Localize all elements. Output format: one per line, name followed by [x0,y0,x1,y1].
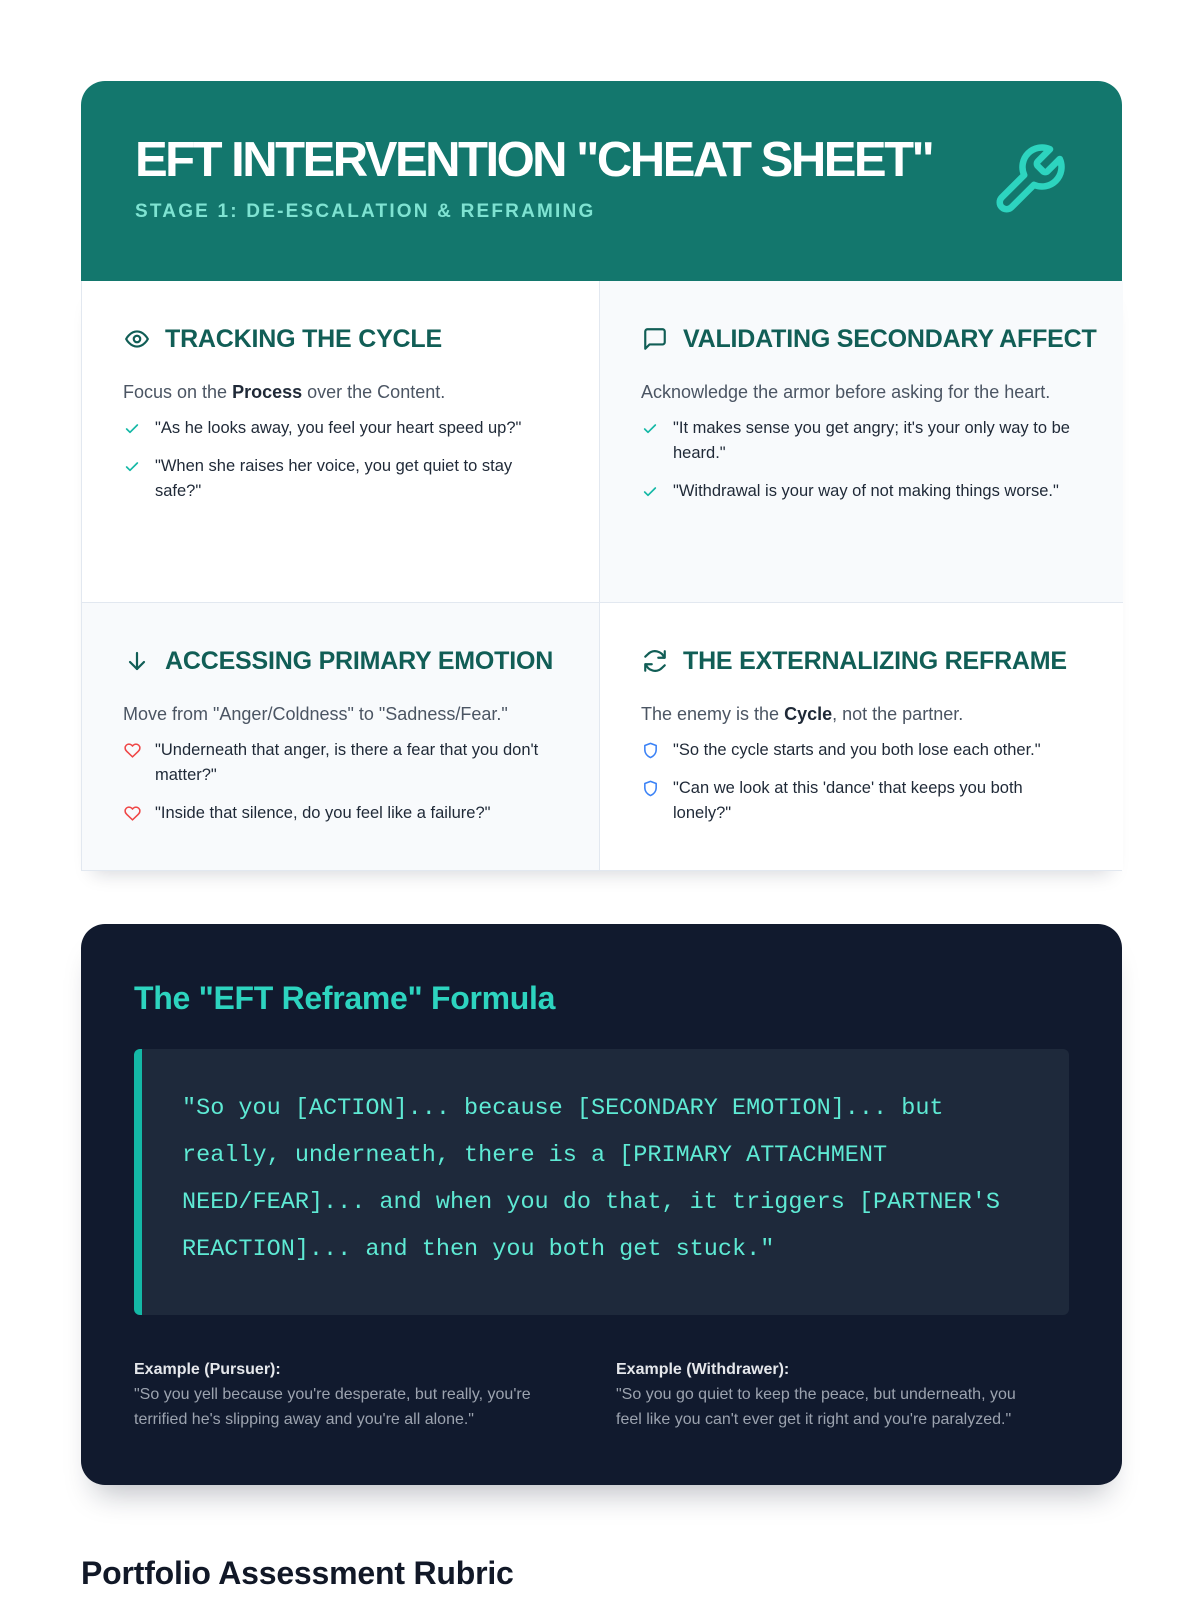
check-icon [641,416,659,441]
formula-line: really, underneath, there is a [PRIMARY ATTACHMENT [182,1142,888,1169]
heart-icon [123,738,141,763]
example-pursuer [134,1357,582,1432]
check-icon [123,454,141,479]
list-item: "So the cycle starts and you both lose each other." [641,738,1083,763]
list-item: "Withdrawal is your way of not making things worse." [641,479,1083,504]
formula-examples [134,1357,1069,1432]
card-lead: Move from "Anger/Coldness" to "Sadness/Fear." [123,704,508,724]
card-lead: The enemy is the Cycle, not the partner. [641,704,964,724]
reframe-formula-panel [81,924,1122,1485]
check-icon [641,479,659,504]
wrench-icon [990,141,1068,219]
refresh-icon [641,647,669,675]
card-title: THE EXTERNALIZING REFRAME [683,646,1067,675]
intervention-grid [81,281,1122,871]
example-text: "So you yell because you're desperate, but really, you're [134,1386,531,1403]
list-item: "When she raises her voice, you get quiet to stay safe?" [123,454,559,504]
card-primary-emotion [82,603,600,870]
card-lead: Acknowledge the armor before asking for the heart. [641,382,1051,402]
card-items [641,416,1083,504]
card-externalizing-reframe [600,603,1123,870]
card-tracking-cycle [82,281,600,603]
formula-line: NEED/FEAR]... and when you do that, it triggers [PARTNER'S [182,1189,1000,1216]
example-text: feel like you can't ever get it right and you're paralyzed." [616,1411,1012,1428]
card-items [641,738,1083,826]
card-items [123,738,559,826]
card-items [123,416,559,504]
card-title: TRACKING THE CYCLE [165,324,442,353]
card-validating-affect [600,281,1123,603]
card-lead: Focus on the Process over the Content. [123,382,446,402]
eye-icon [123,325,151,353]
example-text: "So you go quiet to keep the peace, but underneath, you [616,1386,1016,1403]
list-item: "It makes sense you get angry; it's your only way to be heard." [641,416,1083,466]
message-square-icon [641,325,669,353]
formula-code-block [134,1049,1069,1315]
formula-line: REACTION]... and then you both get stuck." [182,1236,775,1263]
list-item: "Underneath that anger, is there a fear that you don't matter?" [123,738,559,788]
example-label: Example (Withdrawer): [616,1361,790,1378]
check-icon [123,416,141,441]
list-item: "As he looks away, you feel your heart speed up?" [123,416,559,441]
example-label: Example (Pursuer): [134,1361,281,1378]
formula-line: "So you [ACTION]... because [SECONDARY EMOTION]... but [182,1095,944,1122]
sheet-title: EFT INTERVENTION "CHEAT SHEET" [135,133,933,187]
card-title: VALIDATING SECONDARY AFFECT [683,324,1097,353]
card-title: ACCESSING PRIMARY EMOTION [165,646,554,675]
example-withdrawer [616,1357,1064,1432]
formula-title: The "EFT Reframe" Formula [134,980,556,1016]
arrow-down-icon [123,647,151,675]
list-item: "Inside that silence, do you feel like a failure?" [123,801,559,826]
cheat-sheet [81,81,1122,871]
rubric-heading: Portfolio Assessment Rubric [81,1555,514,1591]
example-text: terrified he's slipping away and you're all alone." [134,1411,474,1428]
sheet-subtitle: STAGE 1: DE-ESCALATION & REFRAMING [135,201,596,222]
shield-icon [641,738,659,763]
shield-icon [641,776,659,801]
heart-icon [123,801,141,826]
list-item: "Can we look at this 'dance' that keeps you both lonely?" [641,776,1083,826]
sheet-header [81,81,1122,281]
